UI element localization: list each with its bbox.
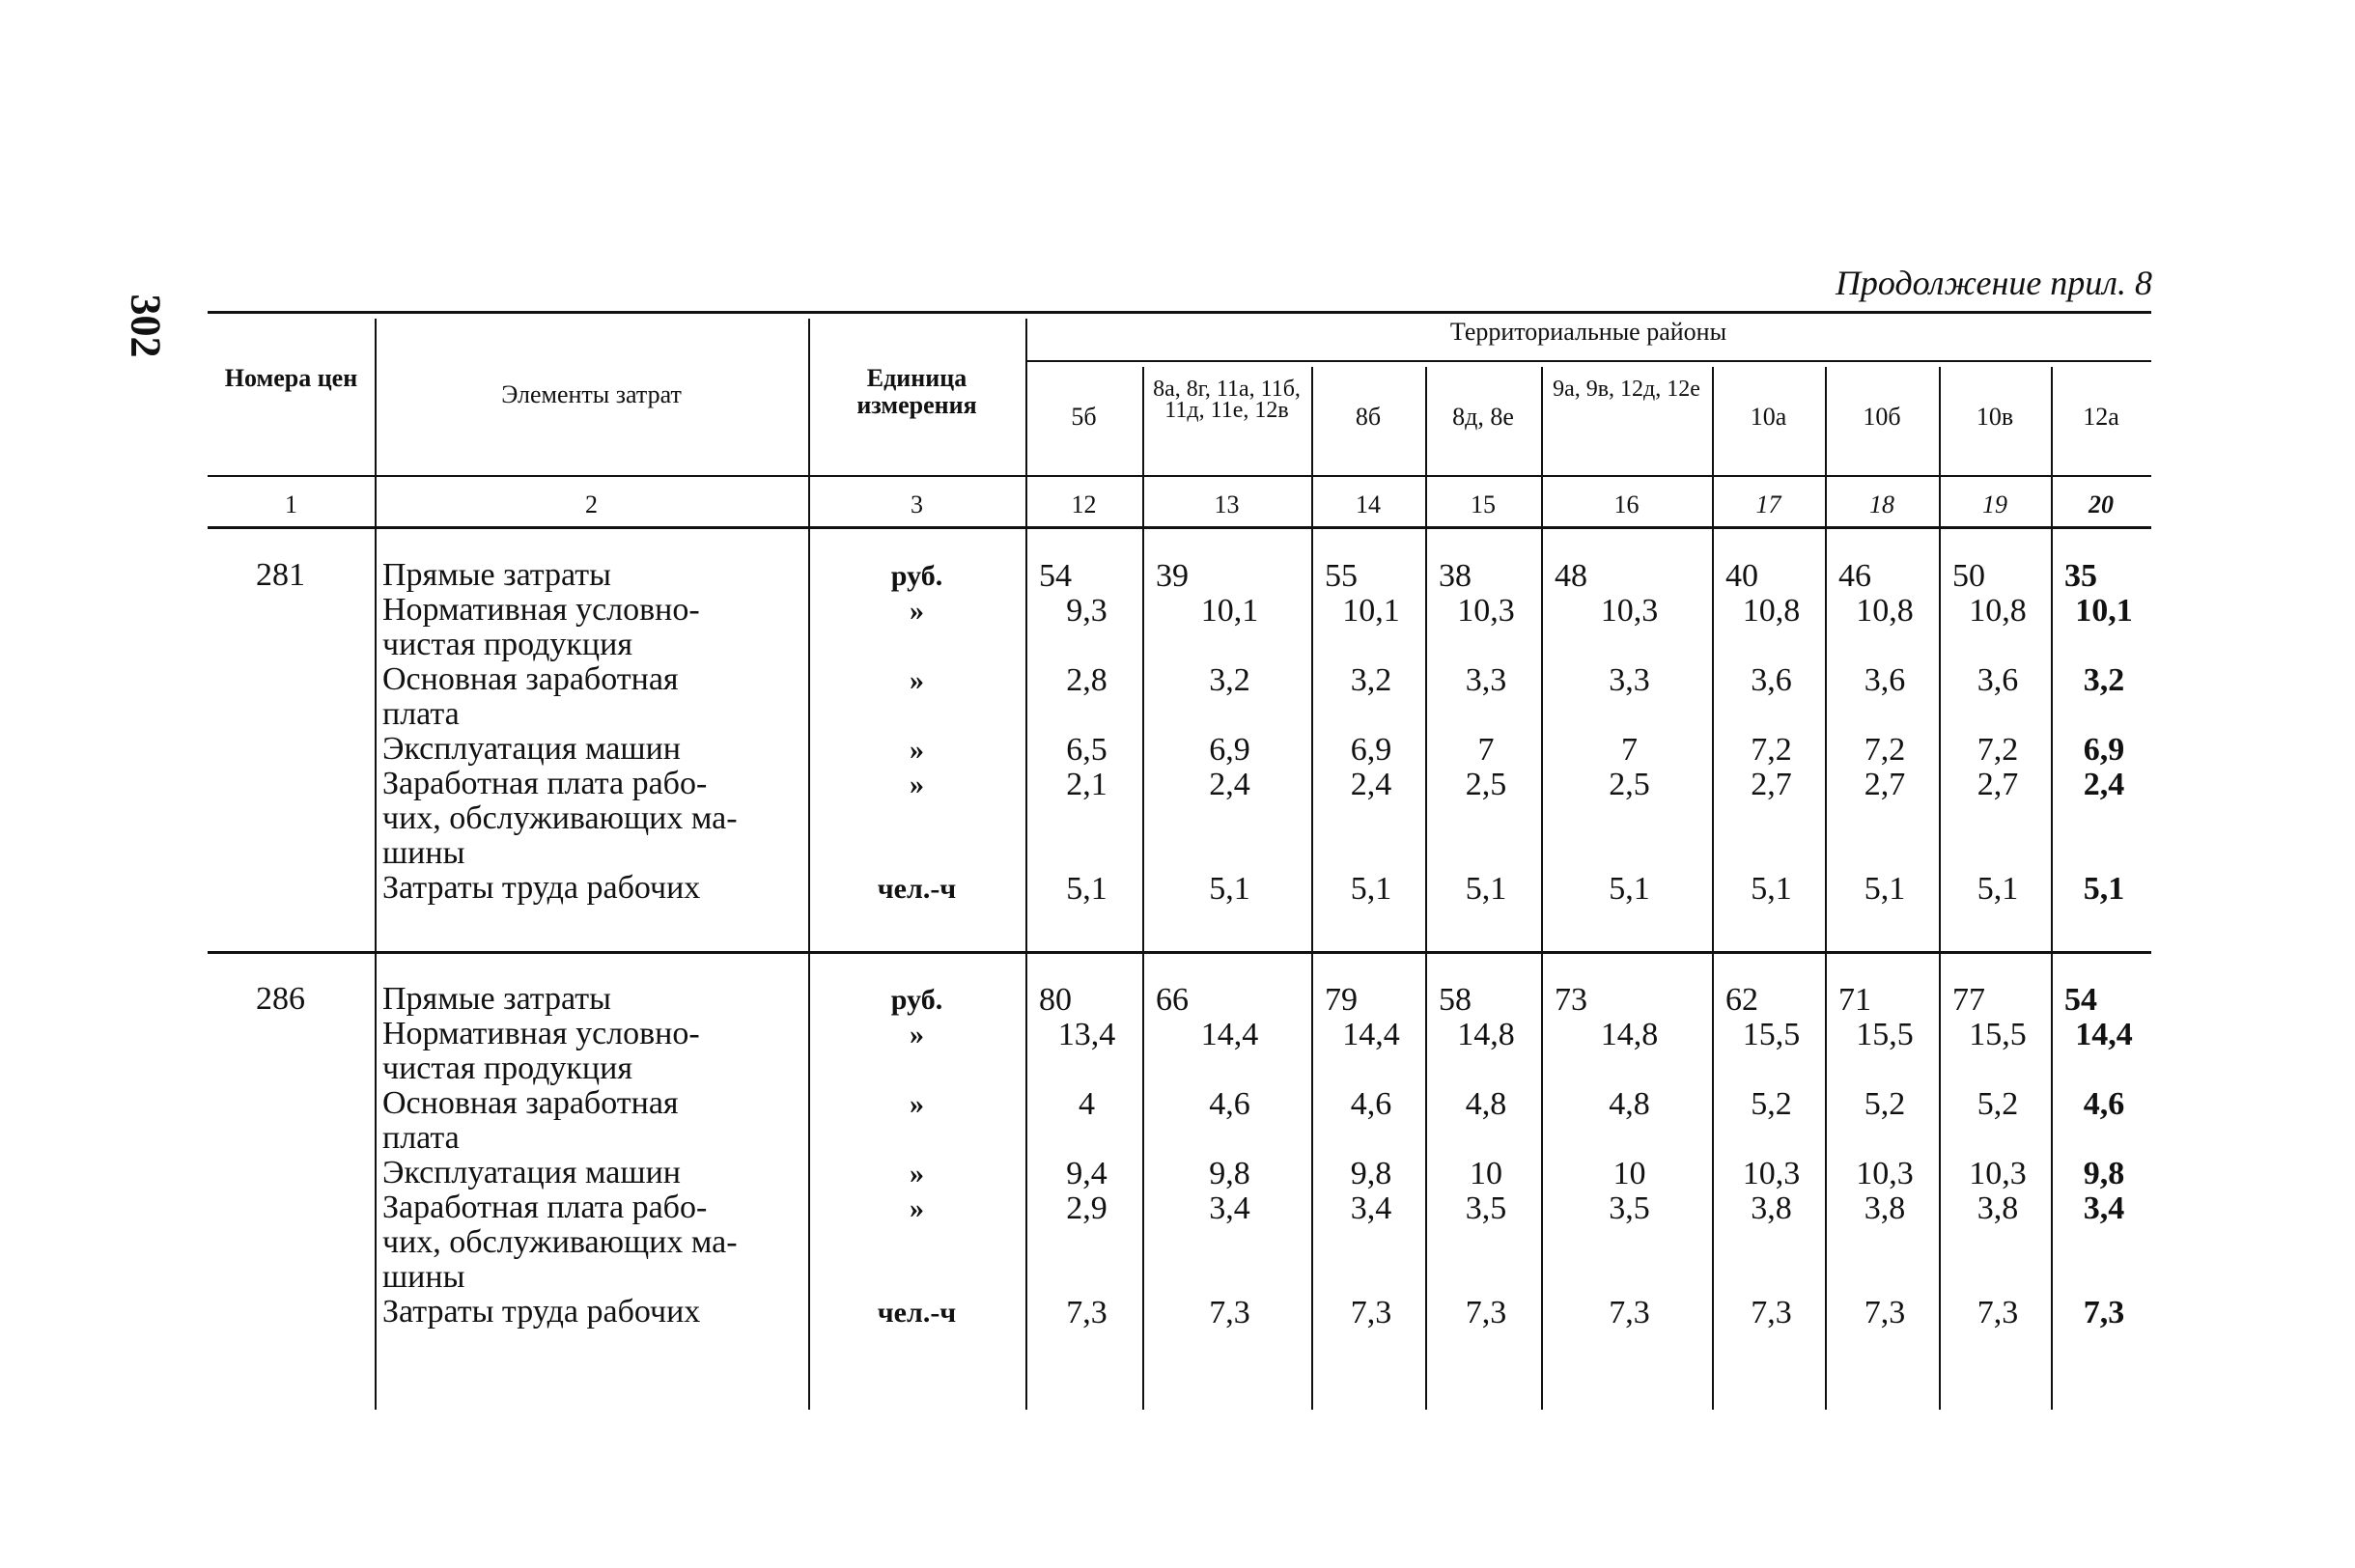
value-cell: 7,3	[1609, 1295, 1650, 1330]
value-cell: 66	[1156, 982, 1189, 1018]
value-cell: 7,3	[1066, 1295, 1107, 1330]
header-region: 8б	[1355, 403, 1382, 431]
column-number: 17	[1755, 490, 1781, 518]
value-cell: 3,3	[1609, 662, 1650, 698]
value-cell: 46	[1838, 558, 1871, 594]
value-cell: 35	[2064, 558, 2097, 594]
value-cell: 6,9	[2083, 732, 2125, 768]
cost-element-label: Нормативная условно-	[382, 1016, 700, 1051]
cost-element-label: Основная заработная	[382, 661, 679, 697]
column-number: 15	[1471, 490, 1496, 518]
header-territorial-regions: Территориальные районы	[1449, 318, 1727, 346]
value-cell: 7,3	[1751, 1295, 1792, 1330]
value-cell: 7,3	[1465, 1295, 1507, 1330]
unit-label: »	[910, 1088, 924, 1120]
value-cell: 10,3	[1856, 1156, 1914, 1191]
value-cell: 15,5	[1742, 1017, 1801, 1052]
rule-top	[208, 311, 2151, 314]
value-cell: 7	[1621, 732, 1638, 768]
value-cell: 13,4	[1057, 1017, 1116, 1052]
cost-element-label: Заработная плата рабо-	[382, 766, 708, 801]
value-cell: 3,8	[1864, 1190, 1906, 1226]
value-cell: 9,4	[1066, 1156, 1107, 1191]
rule-header-bottom	[208, 475, 2151, 477]
value-cell: 2,8	[1066, 662, 1107, 698]
value-cell: 2,7	[1864, 767, 1906, 802]
header-region: 10б	[1863, 403, 1901, 431]
header-region: 8а, 8г, 11а, 11б, 11д, 11е, 12в	[1153, 377, 1301, 423]
value-cell: 9,8	[1209, 1156, 1250, 1191]
cost-element-label: Прямые затраты	[382, 981, 611, 1017]
value-cell: 2,9	[1066, 1190, 1107, 1226]
value-cell: 10,3	[1457, 593, 1515, 629]
value-cell: 3,5	[1465, 1190, 1507, 1226]
value-cell: 10	[1470, 1156, 1502, 1191]
value-cell: 7,3	[1864, 1295, 1906, 1330]
value-cell: 79	[1325, 982, 1358, 1018]
header-region: 8д, 8е	[1452, 403, 1514, 431]
unit-label: руб.	[890, 560, 943, 592]
header-cost-elements: Элементы затрат	[501, 380, 682, 408]
col-divider	[808, 319, 810, 1410]
cost-element-label: чистая продукция	[382, 1050, 632, 1086]
value-cell: 3,6	[1864, 662, 1906, 698]
unit-label: чел.-ч	[877, 1297, 957, 1329]
column-number: 1	[285, 490, 297, 518]
unit-label: »	[910, 595, 924, 627]
value-cell: 58	[1439, 982, 1472, 1018]
value-cell: 4,8	[1465, 1086, 1507, 1122]
value-cell: 3,2	[1209, 662, 1250, 698]
value-cell: 2,4	[1209, 767, 1250, 802]
value-cell: 3,6	[1977, 662, 2019, 698]
value-cell: 5,1	[1066, 871, 1107, 907]
col-divider	[375, 319, 377, 1410]
cost-element-label: Нормативная условно-	[382, 592, 700, 628]
value-cell: 4	[1079, 1086, 1095, 1122]
value-cell: 48	[1555, 558, 1587, 594]
value-cell: 14,4	[2075, 1017, 2133, 1052]
column-number: 12	[1071, 490, 1097, 518]
value-cell: 14,4	[1200, 1017, 1259, 1052]
value-cell: 7,3	[2083, 1295, 2125, 1330]
value-cell: 7,3	[1350, 1295, 1392, 1330]
cost-element-label: чих, обслуживающих ма-	[382, 800, 738, 836]
value-cell: 14,8	[1457, 1017, 1515, 1052]
unit-label: »	[910, 1158, 924, 1190]
cost-element-label: Затраты труда рабочих	[382, 1294, 701, 1330]
value-cell: 9,8	[1350, 1156, 1392, 1191]
cost-element-label: шины	[382, 835, 465, 871]
cost-element-label: Заработная плата рабо-	[382, 1190, 708, 1225]
value-cell: 3,3	[1465, 662, 1507, 698]
value-cell: 54	[2064, 982, 2097, 1018]
value-cell: 2,4	[2083, 767, 2125, 802]
cost-element-label: Основная заработная	[382, 1085, 679, 1121]
cost-element-label: Затраты труда рабочих	[382, 870, 701, 906]
unit-label: »	[910, 769, 924, 800]
value-cell: 2,7	[1751, 767, 1792, 802]
continuation-caption: Продолжение прил. 8	[1835, 264, 2152, 302]
value-cell: 5,1	[1465, 871, 1507, 907]
value-cell: 6,9	[1350, 732, 1392, 768]
value-cell: 3,5	[1609, 1190, 1650, 1226]
value-cell: 15,5	[1856, 1017, 1914, 1052]
value-cell: 10,3	[1969, 1156, 2027, 1191]
value-cell: 15,5	[1969, 1017, 2027, 1052]
value-cell: 38	[1439, 558, 1472, 594]
value-cell: 2,7	[1977, 767, 2019, 802]
value-cell: 55	[1325, 558, 1358, 594]
value-cell: 9,3	[1066, 593, 1107, 629]
value-cell: 50	[1952, 558, 1985, 594]
header-region: 12а	[2083, 403, 2119, 431]
value-cell: 3,6	[1751, 662, 1792, 698]
value-cell: 5,1	[1751, 871, 1792, 907]
col-divider	[1541, 367, 1543, 1410]
col-divider	[1142, 367, 1144, 1410]
value-cell: 10,8	[1856, 593, 1914, 629]
value-cell: 3,4	[2083, 1190, 2125, 1226]
value-cell: 2,5	[1465, 767, 1507, 802]
column-number: 16	[1613, 490, 1640, 518]
col-divider	[1025, 319, 1027, 1410]
value-cell: 3,8	[1977, 1190, 2019, 1226]
value-cell: 14,4	[1342, 1017, 1400, 1052]
value-cell: 62	[1725, 982, 1758, 1018]
col-divider	[1311, 367, 1313, 1410]
value-cell: 5,2	[1751, 1086, 1792, 1122]
value-cell: 73	[1555, 982, 1587, 1018]
price-number: 281	[256, 557, 305, 593]
column-number: 20	[2089, 490, 2114, 518]
value-cell: 39	[1156, 558, 1189, 594]
cost-element-label: Эксплуатация машин	[382, 731, 681, 767]
value-cell: 5,1	[2083, 871, 2125, 907]
cost-element-label: плата	[382, 696, 460, 732]
col-divider	[1825, 367, 1827, 1410]
value-cell: 7,2	[1864, 732, 1906, 768]
value-cell: 4,8	[1609, 1086, 1650, 1122]
col-divider	[2051, 367, 2053, 1410]
value-cell: 3,4	[1209, 1190, 1250, 1226]
value-cell: 10,3	[1742, 1156, 1801, 1191]
unit-label: »	[910, 1192, 924, 1224]
value-cell: 4,6	[2083, 1086, 2125, 1122]
value-cell: 2,4	[1350, 767, 1392, 802]
value-cell: 40	[1725, 558, 1758, 594]
value-cell: 7,2	[1977, 732, 2019, 768]
value-cell: 5,1	[1209, 871, 1250, 907]
value-cell: 10,8	[1969, 593, 2027, 629]
col-divider	[1425, 367, 1427, 1410]
value-cell: 5,2	[1864, 1086, 1906, 1122]
value-cell: 6,9	[1209, 732, 1250, 768]
value-cell: 5,1	[1864, 871, 1906, 907]
value-cell: 77	[1952, 982, 1985, 1018]
cost-element-label: плата	[382, 1120, 460, 1156]
header-unit: Единица измерения	[856, 364, 977, 419]
value-cell: 3,2	[1350, 662, 1392, 698]
header-region: 10в	[1976, 403, 2014, 431]
value-cell: 3,8	[1751, 1190, 1792, 1226]
page-number: 302	[122, 294, 170, 358]
value-cell: 5,2	[1977, 1086, 2019, 1122]
value-cell: 7,3	[1977, 1295, 2019, 1330]
value-cell: 7	[1477, 732, 1495, 768]
rule-block-separator	[208, 951, 2151, 954]
value-cell: 2,5	[1609, 767, 1650, 802]
value-cell: 4,6	[1209, 1086, 1250, 1122]
cost-element-label: Эксплуатация машин	[382, 1155, 681, 1190]
column-number: 3	[911, 490, 923, 518]
value-cell: 10,1	[2075, 593, 2133, 629]
header-region: 9а, 9в, 12д, 12е	[1553, 377, 1700, 402]
value-cell: 10,3	[1600, 593, 1659, 629]
value-cell: 80	[1039, 982, 1072, 1018]
rule-group	[1025, 360, 2151, 362]
value-cell: 7,3	[1209, 1295, 1250, 1330]
value-cell: 10,8	[1742, 593, 1801, 629]
header-price-number: Номера цен	[224, 364, 358, 392]
price-number: 286	[256, 981, 305, 1017]
cost-element-label: шины	[382, 1259, 465, 1295]
column-number: 13	[1214, 490, 1240, 518]
rule-colnum-bottom	[208, 526, 2151, 529]
value-cell: 5,1	[1609, 871, 1650, 907]
column-number: 18	[1869, 490, 1894, 518]
column-number: 19	[1982, 490, 2007, 518]
value-cell: 3,2	[2083, 662, 2125, 698]
unit-label: руб.	[890, 984, 943, 1016]
value-cell: 9,8	[2083, 1156, 2125, 1191]
value-cell: 5,1	[1350, 871, 1392, 907]
unit-label: чел.-ч	[877, 873, 957, 905]
value-cell: 14,8	[1600, 1017, 1659, 1052]
unit-label: »	[910, 664, 924, 696]
value-cell: 54	[1039, 558, 1072, 594]
value-cell: 4,6	[1350, 1086, 1392, 1122]
value-cell: 2,1	[1066, 767, 1107, 802]
cost-element-label: чих, обслуживающих ма-	[382, 1224, 738, 1260]
value-cell: 6,5	[1066, 732, 1107, 768]
value-cell: 71	[1838, 982, 1871, 1018]
header-region: 10а	[1750, 403, 1787, 431]
value-cell: 10,1	[1200, 593, 1259, 629]
col-divider	[1939, 367, 1941, 1410]
value-cell: 10,1	[1342, 593, 1400, 629]
cost-element-label: Прямые затраты	[382, 557, 611, 593]
unit-label: »	[910, 734, 924, 766]
col-divider	[1712, 367, 1714, 1410]
value-cell: 3,4	[1350, 1190, 1392, 1226]
unit-label: »	[910, 1019, 924, 1050]
column-number: 14	[1356, 490, 1381, 518]
column-number: 2	[585, 490, 598, 518]
value-cell: 10	[1612, 1156, 1646, 1191]
value-cell: 5,1	[1977, 871, 2019, 907]
header-region: 5б	[1071, 403, 1097, 431]
cost-element-label: чистая продукция	[382, 627, 632, 662]
value-cell: 7,2	[1751, 732, 1792, 768]
